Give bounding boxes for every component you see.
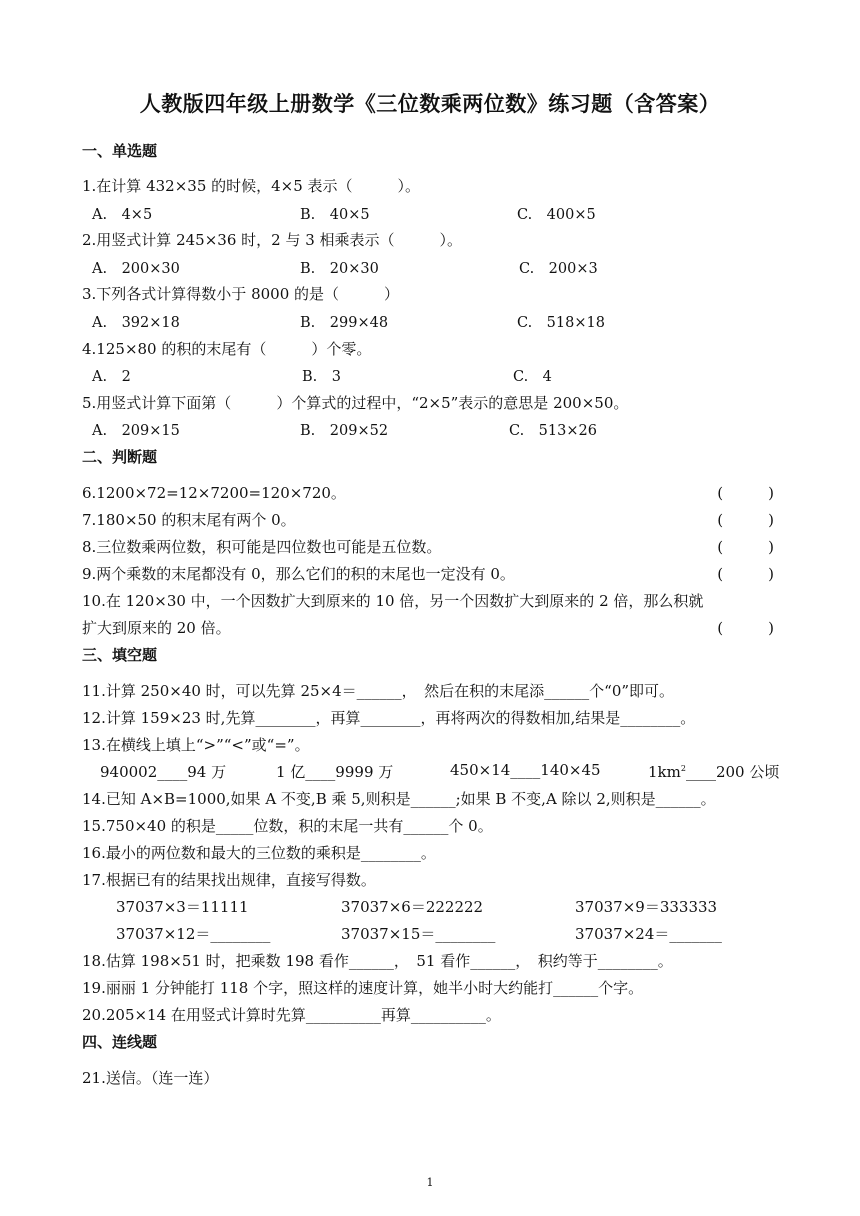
question-10-continued: 扩大到原来的 20 倍。	[82, 619, 231, 637]
question-14: 14.已知 A×B=1000,如果 A 不变,B 乘 5,则积是______;如果 B 不变,A 除以 2,则积是______。	[82, 790, 716, 808]
q13-km-superscript: 2	[680, 764, 686, 773]
q2-option-a: A. 200×30	[92, 261, 180, 277]
q5-option-c: C. 513×26	[509, 423, 597, 439]
q3-option-a: A. 392×18	[92, 315, 180, 331]
question-4: 4.125×80 的积的末尾有（ ）个零。	[82, 340, 372, 358]
q9-answer-bracket: ( )	[717, 565, 774, 583]
q13-comparison-row	[100, 761, 780, 783]
q17-pattern-row-1	[116, 896, 776, 918]
q13-hectare: 200 公顷	[715, 763, 780, 781]
question-17: 17.根据已有的结果找出规律，直接写得数。	[82, 871, 376, 889]
question-6: 6.1200×72=12×7200=120×720。	[82, 484, 346, 502]
question-12: 12.计算 159×23 时,先算________，再算________，再将两次的得数相加,结果是________。	[82, 709, 696, 727]
q5-option-a: A. 209×15	[92, 423, 180, 439]
q2-option-c: C. 200×3	[519, 261, 598, 277]
page-title: 人教版四年级上册数学《三位数乘两位数》练习题（含答案）	[139, 91, 721, 116]
q13-item-1: 940002____94 万	[100, 763, 227, 781]
section-heading-fill-blank: 三、填空题	[82, 646, 158, 664]
question-21: 21.送信。（连一连）	[82, 1069, 219, 1087]
question-1: 1.在计算 432×35 的时候，4×5 表示（ ）。	[82, 177, 421, 195]
q13-item-2: 1 亿____9999 万	[276, 763, 394, 781]
q4-option-b: B. 3	[302, 369, 341, 385]
q17-row2-item-3: 37037×24＝_______	[575, 925, 722, 943]
q1-option-c: C. 400×5	[517, 207, 596, 223]
q17-row2-item-2: 37037×15＝________	[341, 925, 496, 943]
question-3: 3.下列各式计算得数小于 8000 的是（ ）	[82, 285, 400, 303]
q7-answer-bracket: ( )	[717, 511, 774, 529]
q8-answer-bracket: ( )	[717, 538, 774, 556]
question-10: 10.在 120×30 中，一个因数扩大到原来的 10 倍，另一个因数扩大到原来的 2 倍，那么积就	[82, 592, 704, 610]
section-heading-true-false: 二、判断题	[82, 448, 158, 466]
question-19: 19.丽丽 1 分钟能打 118 个字，照这样的速度计算，她半小时大约能打______个字。	[82, 979, 644, 997]
q17-row1-item-3: 37037×9＝333333	[575, 898, 718, 916]
q17-row2-item-1: 37037×12＝________	[116, 925, 271, 943]
section-heading-single-choice: 一、单选题	[82, 142, 158, 160]
q17-row1-item-1: 37037×3＝11111	[116, 898, 249, 916]
section-heading-matching: 四、连线题	[82, 1033, 158, 1051]
question-20: 20.205×14 在用竖式计算时先算__________再算__________。	[82, 1006, 501, 1024]
q13-item-4	[648, 761, 779, 782]
question-13: 13.在横线上填上“>”“<”或“=”。	[82, 736, 310, 754]
q4-option-c: C. 4	[513, 369, 552, 385]
q4-option-a: A. 2	[92, 369, 131, 385]
question-16: 16.最小的两位数和最大的三位数的乘积是________。	[82, 844, 436, 862]
q13-blank: ____	[685, 763, 716, 781]
q2-option-b: B. 20×30	[300, 261, 379, 277]
q17-pattern-row-2	[116, 923, 776, 945]
question-9: 9.两个乘数的末尾都没有 0，那么它们的积的末尾也一定没有 0。	[82, 565, 515, 583]
question-18: 18.估算 198×51 时，把乘数 198 看作______， 51 看作______， 积约等于________。	[82, 952, 673, 970]
question-15: 15.750×40 的积是_____位数，积的末尾一共有______个 0。	[82, 817, 493, 835]
question-11: 11.计算 250×40 时，可以先算 25×4＝______， 然后在积的末尾添______个“0”即可。	[82, 682, 675, 700]
q5-option-b: B. 209×52	[300, 423, 389, 439]
q6-answer-bracket: ( )	[717, 484, 774, 502]
q1-option-b: B. 40×5	[300, 207, 370, 223]
question-2: 2.用竖式计算 245×36 时，2 与 3 相乘表示（ ）。	[82, 231, 463, 249]
page-number: 1	[426, 1176, 434, 1189]
q3-option-b: B. 299×48	[300, 315, 389, 331]
q3-option-c: C. 518×18	[517, 315, 605, 331]
q13-km-unit: 1km	[648, 763, 681, 781]
question-5: 5.用竖式计算下面第（ ）个算式的过程中，“2×5”表示的意思是 200×50。	[82, 394, 629, 412]
q17-row1-item-2: 37037×6＝222222	[341, 898, 484, 916]
question-8: 8.三位数乘两位数，积可能是四位数也可能是五位数。	[82, 538, 442, 556]
q10-answer-bracket: ( )	[717, 619, 774, 637]
question-7: 7.180×50 的积末尾有两个 0。	[82, 511, 296, 529]
q1-option-a: A. 4×5	[92, 207, 153, 223]
q13-item-3: 450×14____140×45	[450, 761, 601, 779]
